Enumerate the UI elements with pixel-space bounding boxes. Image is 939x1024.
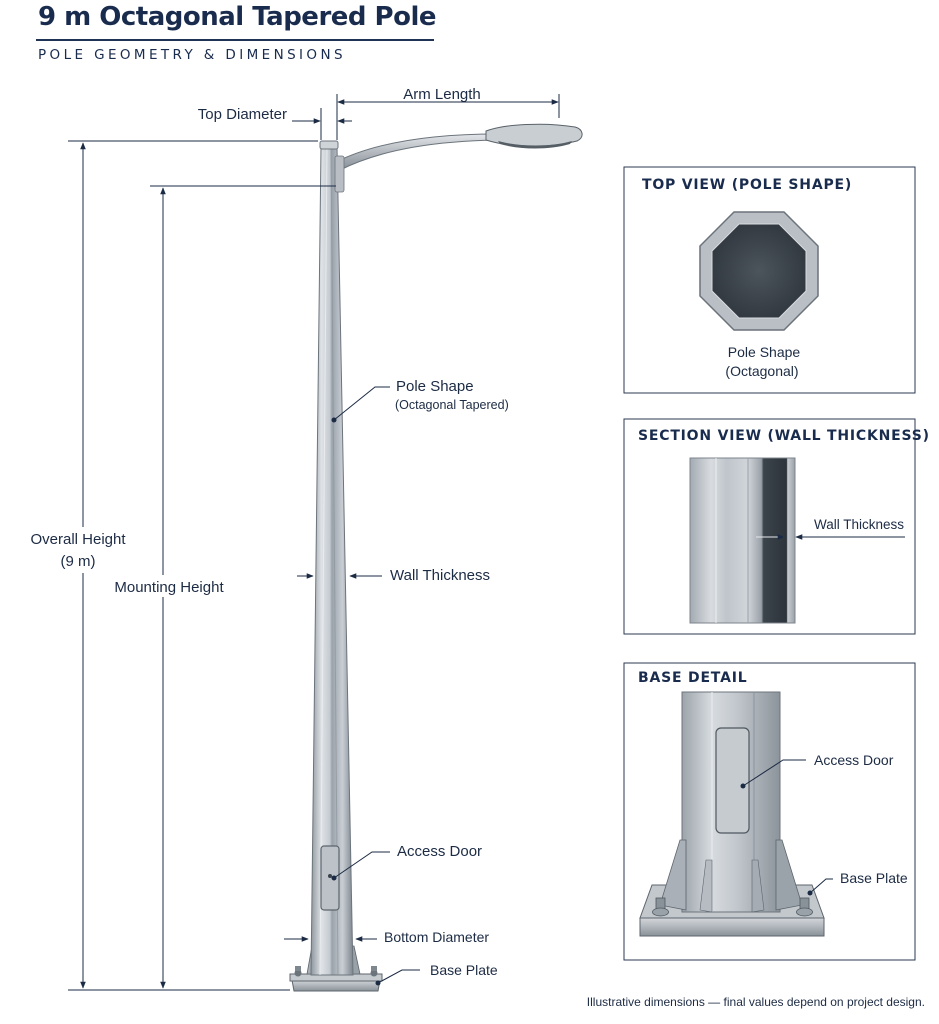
base-detail-base-plate-label: Base Plate xyxy=(840,870,908,886)
wall-section-shape xyxy=(690,458,795,623)
mounting-height-label: Mounting Height xyxy=(114,579,224,596)
top-view-caption: Pole Shape xyxy=(727,344,801,360)
pole-elevation xyxy=(290,124,582,991)
pole-shape-sublabel: (Octagonal Tapered) xyxy=(395,398,509,412)
anchor-bolt-icon xyxy=(295,966,301,971)
overall-height-dimension xyxy=(20,141,318,990)
top-diameter-label: Top Diameter xyxy=(197,106,287,123)
base-plate-callout xyxy=(376,962,498,986)
base-detail-access-door-label: Access Door xyxy=(814,752,894,768)
pole-top-cap xyxy=(320,141,338,149)
overall-height-label: Overall Height xyxy=(30,531,126,548)
pole-shape-label: Pole Shape xyxy=(396,378,474,395)
access-door-callout xyxy=(332,843,483,881)
overall-height-value: (9 m) xyxy=(60,553,96,570)
page-subtitle: POLE GEOMETRY & DIMENSIONS xyxy=(38,47,346,63)
top-view-panel xyxy=(624,167,915,393)
octagon-inner-shape xyxy=(712,224,806,318)
arm-bracket xyxy=(335,156,344,192)
section-view-title: SECTION VIEW (WALL THICKNESS) xyxy=(638,428,930,444)
base-plate-shape xyxy=(292,980,380,991)
pole-shape-callout xyxy=(332,378,509,423)
section-wall-thickness-label: Wall Thickness xyxy=(814,517,905,532)
base-detail-access-door xyxy=(716,728,749,833)
anchor-bolt-icon xyxy=(371,966,377,971)
wall-thickness-label: Wall Thickness xyxy=(390,567,491,584)
arm-length-label: Arm Length xyxy=(403,86,481,103)
bottom-diameter-label: Bottom Diameter xyxy=(384,929,490,945)
base-plate-label: Base Plate xyxy=(430,962,498,978)
mounting-height-dimension xyxy=(104,186,336,988)
access-door-latch-icon xyxy=(328,874,332,878)
base-detail-title: BASE DETAIL xyxy=(638,670,748,686)
top-view-title: TOP VIEW (POLE SHAPE) xyxy=(642,177,853,193)
base-detail-panel xyxy=(624,663,915,960)
footnote: Illustrative dimensions — final values depend on project design. xyxy=(586,995,925,1009)
arm-length-dimension xyxy=(337,86,559,118)
base-detail-plate xyxy=(640,918,824,936)
top-view-caption-sub: (Octagonal) xyxy=(725,363,799,379)
light-arm xyxy=(336,134,498,170)
section-view-panel xyxy=(624,419,930,634)
access-door-label: Access Door xyxy=(397,843,483,860)
page-title: 9 m Octagonal Tapered Pole xyxy=(38,2,437,32)
top-diameter-dimension xyxy=(198,106,352,140)
